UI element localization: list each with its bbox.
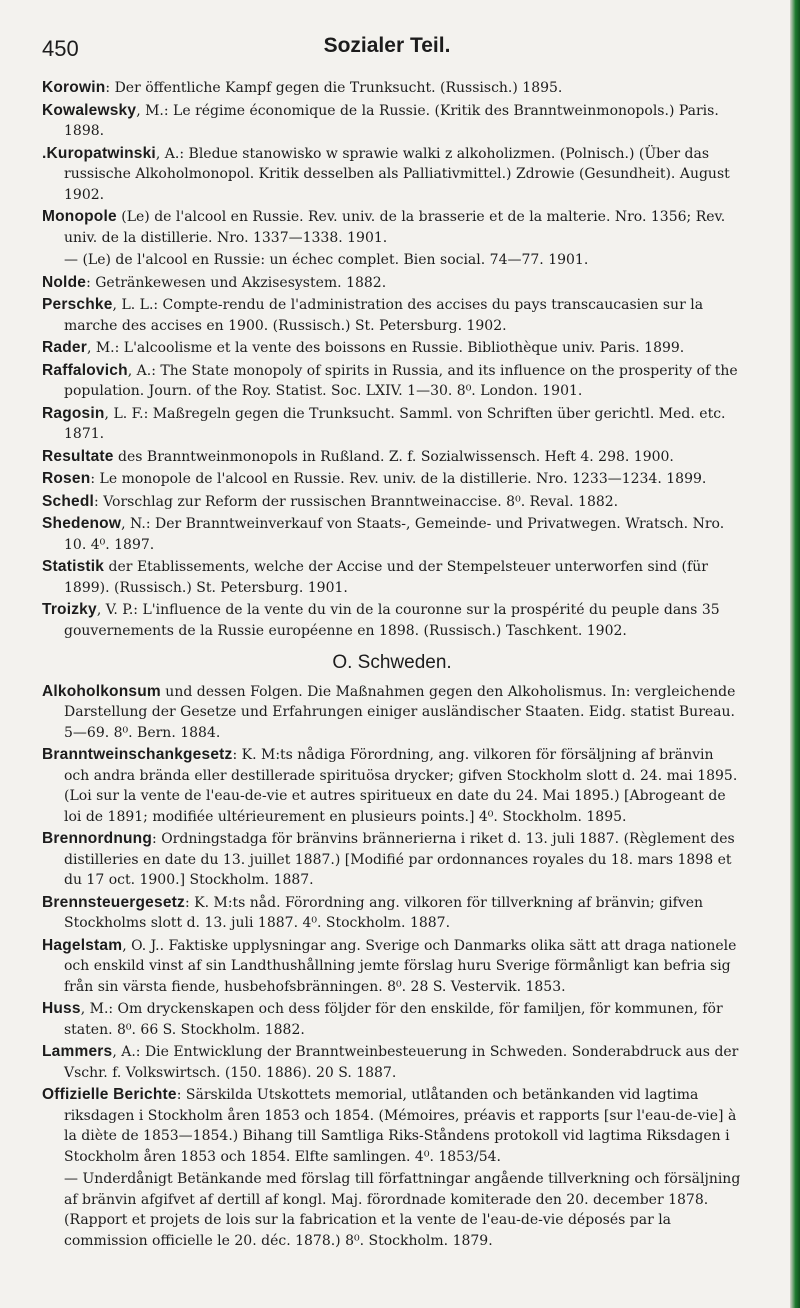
entry-text: der Etablissements, welche der Accise und der Stempelsteuer unterworfen sind (für 1899). (Russisch.) St. Petersburg. 1901. [64, 559, 708, 596]
entry-text: , M.: Le régime économique de la Russie. (Kritik des Branntweinmonopols.) Paris. 1898. [64, 102, 719, 139]
entry-author: Alkoholkonsum [42, 682, 161, 700]
bibliography-entry [42, 101, 742, 142]
entry-author: Raffalovich [42, 361, 128, 379]
bibliography-entry [42, 361, 742, 402]
entry-text: , M.: Om dryckenskapen och dess följder för den enskilde, för familjen, för kommunen, för staten. 8⁰. 66 S. Stockholm. 1882. [64, 1001, 723, 1038]
bibliography-entry [42, 600, 742, 641]
bibliography-entry [42, 936, 742, 998]
bibliography-entry [42, 514, 742, 555]
page-number: 450 [42, 36, 79, 61]
entry-text: , M.: L'alcoolisme et la vente des boissons en Russie. Bibliothèque univ. Paris. 1899. [86, 340, 685, 356]
entry-text: , N.: Der Branntweinverkauf von Staats-, Gemeinde- und Privatwegen. Wratsch. Nro. 10. 4⁰. 1897. [64, 516, 725, 553]
entry-text: , A.: Die Entwicklung der Branntweinbesteuerung in Schweden. Sonderabdruck aus der Vschr. f. Volkswirtsch. (150. 1886). 20 S. 1887. [64, 1044, 739, 1081]
entry-author: Schedl [42, 492, 95, 510]
entry-author: .Kuropatwinski [42, 144, 156, 162]
entry-text: , L. F.: Maßregeln gegen die Trunksucht. Samml. von Schriften über gerichtl. Med. etc. 1871. [64, 405, 726, 442]
entry-author: Shedenow [42, 515, 122, 532]
entry-text: : Getränkewesen und Akzisesystem. 1882. [86, 274, 387, 291]
entry-author: Brennordnung [42, 830, 153, 847]
entry-text: (Le) de l'alcool en Russie. Rev. univ. de la brasserie et de la malterie. Nro. 1356; Rev. univ. de la distillerie. Nro. 1337—1338. 1901. [64, 209, 726, 246]
page-edge-decoration [790, 0, 800, 1308]
entry-author: Ragosin [42, 404, 105, 422]
entry-text: : K. M:ts nåd. Förordning ang. vilkoren för tillverkning af bränvin; gifven Stockholms slott d. 13. juli 1887. 4⁰. Stockholm. 1887. [64, 894, 704, 931]
entry-text: : Vorschlag zur Reform der russischen Branntweinaccise. 8⁰. Reval. 1882. [94, 493, 619, 510]
bibliography-entry [42, 682, 742, 744]
entry-text: und dessen Folgen. Die Maßnahmen gegen den Alkoholismus. In: vergleichende Darstellung der Gesetze und Erfahrungen einiger ausländischer Staaten. Eidg. statist Bureau. 5—69. 8⁰. Bern. 1884. [64, 683, 736, 741]
bibliography-entry [42, 745, 742, 827]
entry-author: Statistik [42, 558, 105, 575]
entry-author: Nolde [42, 273, 87, 291]
entry-author: Resultate [42, 447, 114, 465]
entry-author: Branntweinschankgesetz [42, 746, 233, 763]
entry-text: , L. L.: Compte-rendu de l'administration des accises du pays transcaucasien sur la marche des accises en 1900. (Russisch.) St. Petersburg. 1902. [64, 297, 704, 334]
entry-text: , V. P.: L'influence de la vente du vin de la couronne sur la prospérité du peuple dans 35 gouvernements de la Russie européenne en 1898. (Russisch.) Taschkent. 1902. [64, 602, 720, 639]
bibliography-entry [42, 250, 742, 271]
bibliography-entry [42, 469, 742, 490]
entry-author: Huss [42, 1000, 81, 1017]
bibliography-entry [42, 492, 742, 513]
entry-author: Hagelstam [42, 936, 123, 954]
page-header [42, 30, 732, 64]
bibliography-entry [42, 557, 742, 598]
entry-author: Rader [42, 339, 87, 356]
bibliography-entry [42, 144, 742, 206]
bibliography-entry [42, 893, 742, 934]
bibliography-entry [42, 829, 742, 891]
bibliography-entry [42, 295, 742, 336]
entry-author: Korowin [42, 79, 106, 96]
entry-text: : Särskilda Utskottets memorial, utlåtanden och betänkanden vid lagtima riksdagen i Stockholm åren 1853 och 1854. (Mémoires, préavis et rapports [sur l'eau-de-vie] à la diète de 1853—1854.) Bihang till Samtliga Riks-Ståndens protokoll vid lagtima Riksdagen i Stockholm åren 1853 och 1854. Elfte samlingen. 4⁰. 1853/54. [64, 1087, 737, 1165]
entry-author: Offizielle Berichte [42, 1086, 177, 1103]
entry-author: Lammers [42, 1043, 113, 1060]
entry-author: Troizky [42, 601, 97, 618]
entry-author: Brennsteuergesetz [42, 893, 185, 911]
bibliography-entry [42, 207, 742, 248]
bibliography-entry [42, 338, 742, 359]
bibliography [42, 78, 742, 1253]
entry-text: , A.: The State monopoly of spirits in Russia, and its influence on the prosperity of the population. Journ. of the Roy. Statist. Soc. LXIV. 1—30. 8⁰. London. 1901. [64, 362, 738, 399]
entry-text: , O. J.. Faktiske upplysningar ang. Sverige och Danmarks olika sätt att draga nationele och enskild vinst af sin Landthushållning jemte förslag huru Sverige förmånligt kan befria sig från sin värsta fiende, husbehofsbränningen. 8⁰. 28 S. Vestervik. 1853. [64, 937, 737, 995]
bibliography-list-sweden [42, 682, 742, 1252]
entry-author: Kowalewsky [42, 101, 137, 119]
entry-text: — Underdånigt Betänkande med förslag till författningar angående tillverkning och försäljning af bränvin afgifvet af dertill af kongl. Maj. förordnade komiterade den 20. december 1878. (Rapport et projets de lois sur la fabrication et la vente de l'eau-de-vie déposés par la commission officielle le 20. déc. 1878.) 8⁰. Stockholm. 1879. [64, 1171, 741, 1249]
bibliography-list-russia [42, 78, 742, 641]
section-title: O. Schweden. [332, 652, 452, 673]
entry-text: : Ordningstadga för bränvins brännerierna i riket d. 13. juli 1887. (Règlement des distilleries en date du 13. juillet 1887.) [Modifié par ordonnances royales du 18. mars 1898 et du 17 oct. 1900.] Stockholm. 1887. [64, 831, 735, 888]
entry-author: Perschke [42, 296, 113, 313]
entry-text: : Le monopole de l'alcool en Russie. Rev. univ. de la distillerie. Nro. 1233—1234. 1899. [90, 471, 707, 487]
entry-text: des Branntweinmonopols in Rußland. Z. f. Sozialwissensch. Heft 4. 298. 1900. [113, 448, 674, 465]
bibliography-entry [42, 999, 742, 1040]
entry-text: : K. M:ts nådiga Förordning, ang. vilkoren för försäljning af bränvin och andra brända eller destillerade spirituösa drycker; gifven Stockholm slott d. 24. mai 1895. (Loi sur la vente de l'eau-de-vie et autres spiritueux en date du 24. Mai 1895.) [Abrogeant de loi de 1891; modifiée ultérieurement en plusieurs points.] 4⁰. Stockholm. 1895. [64, 747, 738, 825]
entry-author: Monopole [42, 208, 117, 225]
running-head: Sozialer Teil. [323, 34, 451, 57]
entry-text: — (Le) de l'alcool en Russie: un échec complet. Bien social. 74—77. 1901. [64, 252, 589, 268]
bibliography-entry [42, 447, 742, 468]
entry-text: : Der öffentliche Kampf gegen die Trunksucht. (Russisch.) 1895. [105, 80, 563, 96]
bibliography-entry [42, 78, 742, 99]
bibliography-entry [42, 1169, 742, 1251]
entry-author: Rosen [42, 470, 91, 487]
bibliography-entry [42, 1085, 742, 1167]
entry-text: , A.: Bledue stanowisko w sprawie walki z alkoholizmen. (Polnisch.) (Über das russische Alkoholmonopol. Kritik desselben als Palliativmittel.) Zdrowie (Gesundheit). August 1902. [64, 145, 730, 203]
bibliography-entry [42, 273, 742, 294]
bibliography-entry [42, 1042, 742, 1083]
bibliography-entry [42, 404, 742, 445]
